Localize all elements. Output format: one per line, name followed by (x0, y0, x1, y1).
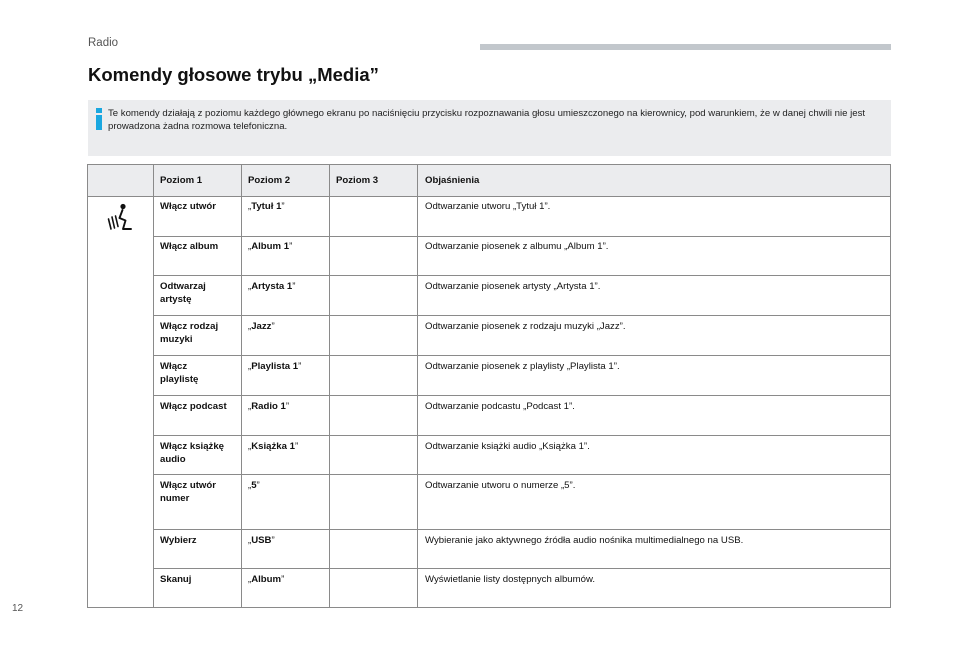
row-5-level-2: „Playlista 1” (248, 361, 302, 372)
info-box (88, 100, 891, 156)
row-2-description: Odtwarzanie piosenek z albumu „Album 1”. (425, 241, 609, 252)
row-separator (154, 395, 890, 396)
column-separator (241, 165, 242, 607)
row-8-level-1: Włącz utwór numer (160, 480, 216, 504)
row-separator (154, 529, 890, 530)
row-4-level-1: Włącz rodzaj muzyki (160, 321, 219, 345)
info-icon-bar (96, 115, 102, 130)
row-separator (154, 275, 890, 276)
voice-commands-table (87, 164, 891, 608)
row-4-level-2: „Jazz” (248, 321, 275, 332)
column-header-level-1: Poziom 1 (160, 175, 203, 186)
row-1-description: Odtwarzanie utworu „Tytuł 1”. (425, 201, 551, 212)
info-icon-dot (96, 108, 102, 113)
column-header-level-2: Poziom 2 (248, 175, 291, 186)
row-2-level-1: Włącz album (160, 241, 219, 252)
info-text: Te komendy działają z poziomu każdego głównego ekranu po naciśnięciu przycisku rozpoznawania głosu umieszczonego na kierownicy, pod warunkiem, że w danej chwili nie jest prowadzona żadna rozmowa telefoniczna. (108, 108, 866, 132)
row-1-level-1: Włącz utwór (160, 201, 216, 212)
row-1-level-2: „Tytuł 1” (248, 201, 285, 212)
row-10-level-2: „Album” (248, 574, 285, 585)
row-9-level-1: Wybierz (160, 535, 197, 546)
row-separator (154, 355, 890, 356)
row-8-level-2: „5” (248, 480, 260, 491)
row-3-description: Odtwarzanie piosenek artysty „Artysta 1”. (425, 281, 601, 292)
row-5-level-1: Włącz playlistę (160, 361, 199, 385)
row-9-level-2: „USB” (248, 535, 275, 546)
row-3-level-2: „Artysta 1” (248, 281, 296, 292)
row-6-level-2: „Radio 1” (248, 401, 290, 412)
row-separator (154, 315, 890, 316)
row-10-description: Wyświetlanie listy dostępnych albumów. (425, 574, 596, 585)
row-5-description: Odtwarzanie piosenek z playlisty „Playlista 1”. (425, 361, 620, 372)
row-6-level-1: Włącz podcast (160, 401, 227, 412)
row-2-level-2: „Album 1” (248, 241, 293, 252)
row-separator (154, 568, 890, 569)
info-icon (95, 108, 103, 130)
row-7-level-1: Włącz książkę audio (160, 441, 224, 465)
row-4-description: Odtwarzanie piosenek z rodzaju muzyki „Jazz”. (425, 321, 626, 332)
header-rule (480, 44, 891, 50)
column-header-explanations: Objaśnienia (425, 175, 480, 186)
row-separator (154, 474, 890, 475)
column-separator (153, 165, 154, 607)
row-separator (154, 435, 890, 436)
page-number: 12 (12, 603, 24, 614)
row-separator (88, 196, 890, 197)
row-10-level-1: Skanuj (160, 574, 192, 585)
table-header-row (88, 165, 890, 197)
section-label: Radio (88, 37, 119, 49)
row-separator (154, 236, 890, 237)
row-7-description: Odtwarzanie książki audio „Książka 1”. (425, 441, 590, 452)
row-6-description: Odtwarzanie podcastu „Podcast 1”. (425, 401, 575, 412)
row-3-level-1: Odtwarzaj artystę (160, 281, 206, 305)
row-9-description: Wybieranie jako aktywnego źródła audio nośnika multimedialnego na USB. (425, 535, 744, 546)
page-title: Komendy głosowe trybu „Media” (88, 64, 379, 85)
row-7-level-2: „Książka 1” (248, 441, 299, 452)
row-8-description: Odtwarzanie utworu o numerze „5”. (425, 480, 576, 491)
voice-command-icon (107, 203, 135, 233)
column-separator (329, 165, 330, 607)
column-separator (417, 165, 418, 607)
column-header-level-3: Poziom 3 (336, 175, 379, 186)
